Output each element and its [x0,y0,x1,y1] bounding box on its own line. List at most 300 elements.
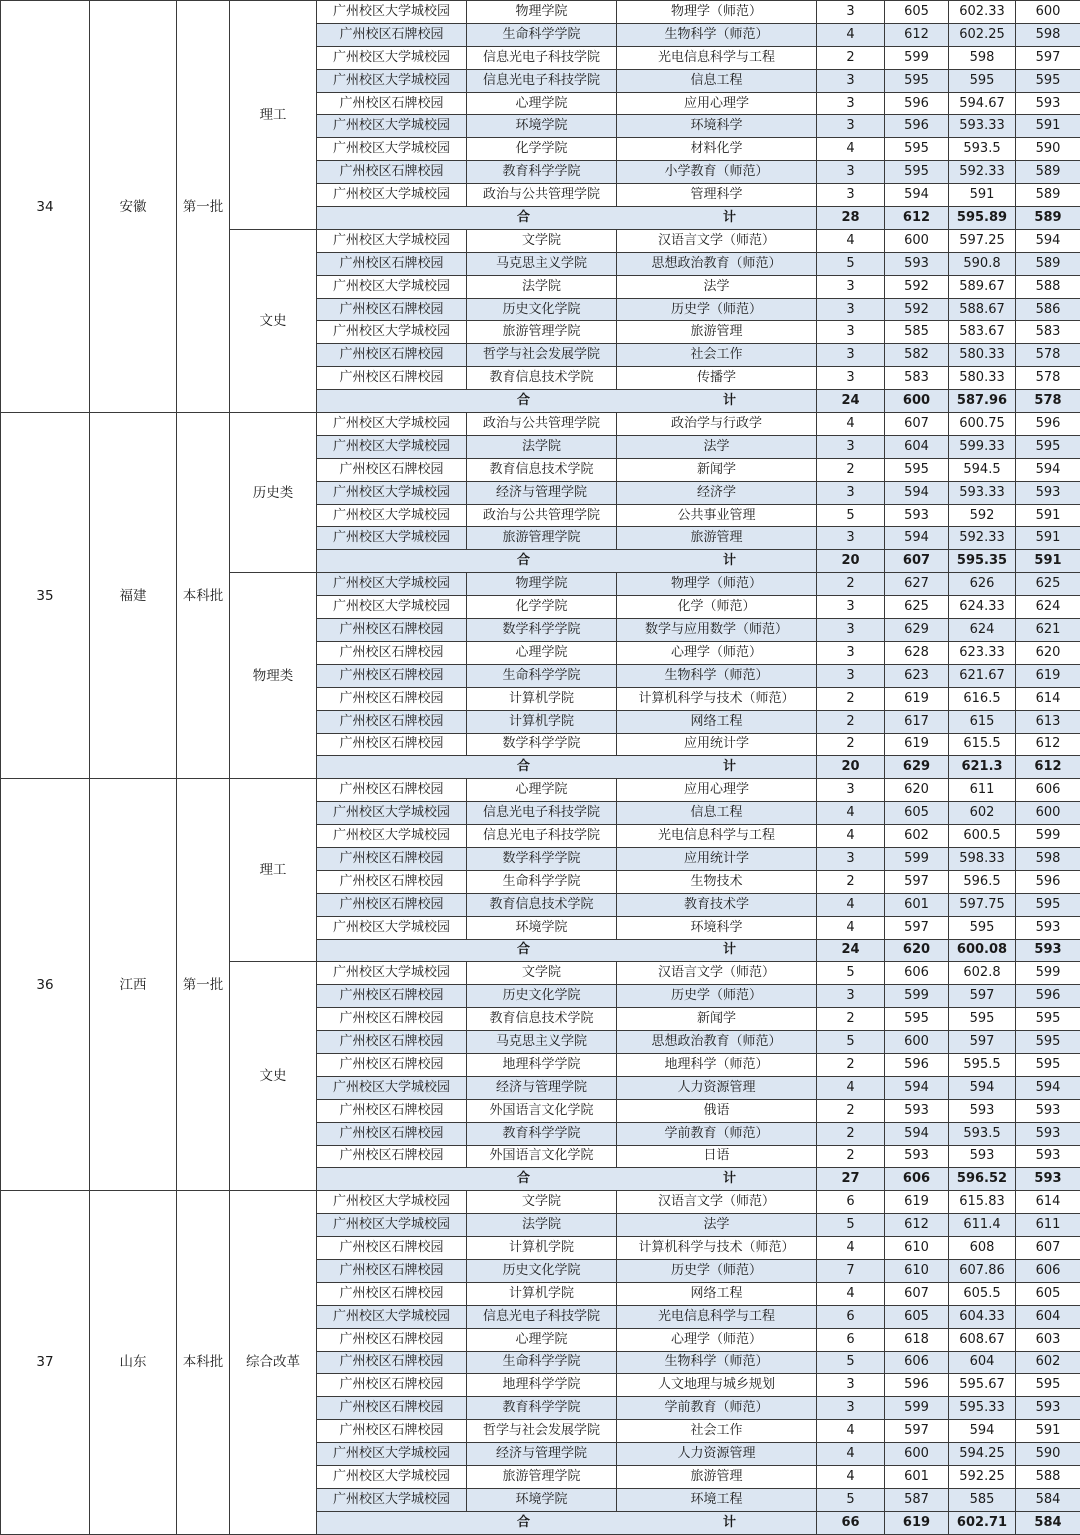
enrolled-count-cell: 3 [817,298,885,321]
major-cell: 历史学（师范） [617,985,817,1008]
major-cell: 新闻学 [617,1008,817,1031]
min-score-cell: 593 [1016,1122,1080,1145]
major-cell: 材料化学 [617,138,817,161]
college-cell: 物理学院 [467,1,617,24]
major-cell: 光电信息科学与工程 [617,825,817,848]
college-cell: 历史文化学院 [467,1259,617,1282]
min-score-cell: 590 [1016,138,1080,161]
campus-cell: 广州校区石牌校园 [317,733,467,756]
min-score-cell: 606 [1016,1259,1080,1282]
campus-cell: 广州校区石牌校园 [317,1420,467,1443]
max-score-cell: 619 [885,687,949,710]
enrolled-count-cell: 2 [817,1053,885,1076]
category-cell: 文史 [230,229,317,412]
max-score-cell: 619 [885,733,949,756]
campus-cell: 广州校区石牌校园 [317,367,467,390]
avg-score-cell: 597 [949,985,1016,1008]
avg-score-cell: 615.5 [949,733,1016,756]
category-cell: 理工 [230,779,317,962]
subtotal-max-cell: 629 [885,756,949,779]
major-cell: 法学 [617,1214,817,1237]
major-cell: 学前教育（师范） [617,1122,817,1145]
college-cell: 教育科学学院 [467,1122,617,1145]
campus-cell: 广州校区石牌校园 [317,252,467,275]
max-score-cell: 595 [885,1008,949,1031]
enrolled-count-cell: 4 [817,229,885,252]
subtotal-min-cell: 578 [1016,390,1080,413]
max-score-cell: 596 [885,115,949,138]
enrolled-count-cell: 3 [817,184,885,207]
campus-cell: 广州校区大学城校园 [317,184,467,207]
min-score-cell: 588 [1016,1466,1080,1489]
subtotal-min-cell: 593 [1016,1168,1080,1191]
campus-cell: 广州校区石牌校园 [317,1145,467,1168]
college-cell: 化学学院 [467,596,617,619]
college-cell: 数学科学学院 [467,847,617,870]
max-score-cell: 600 [885,1443,949,1466]
college-cell: 政治与公共管理学院 [467,504,617,527]
min-score-cell: 597 [1016,46,1080,69]
major-cell: 环境科学 [617,916,817,939]
major-cell: 应用心理学 [617,92,817,115]
college-cell: 心理学院 [467,779,617,802]
college-cell: 政治与公共管理学院 [467,413,617,436]
avg-score-cell: 595 [949,1008,1016,1031]
campus-cell: 广州校区石牌校园 [317,1397,467,1420]
max-score-cell: 597 [885,916,949,939]
college-cell: 信息光电子科技学院 [467,802,617,825]
max-score-cell: 599 [885,46,949,69]
college-cell: 心理学院 [467,1328,617,1351]
enrolled-count-cell: 6 [817,1305,885,1328]
campus-cell: 广州校区石牌校园 [317,1053,467,1076]
max-score-cell: 600 [885,1031,949,1054]
min-score-cell: 595 [1016,1053,1080,1076]
campus-cell: 广州校区石牌校园 [317,92,467,115]
campus-cell: 广州校区大学城校园 [317,1488,467,1511]
max-score-cell: 607 [885,413,949,436]
max-score-cell: 627 [885,573,949,596]
campus-cell: 广州校区石牌校园 [317,779,467,802]
min-score-cell: 599 [1016,825,1080,848]
college-cell: 外国语言文化学院 [467,1145,617,1168]
college-cell: 经济与管理学院 [467,481,617,504]
subtotal-label-right: 计 [723,1172,736,1186]
college-cell: 信息光电子科技学院 [467,1305,617,1328]
table-row [1,1,1080,24]
enrolled-count-cell: 3 [817,92,885,115]
major-cell: 旅游管理 [617,527,817,550]
avg-score-cell: 624.33 [949,596,1016,619]
subtotal-min-cell: 584 [1016,1511,1080,1534]
subtotal-label-cell [317,207,817,230]
major-cell: 生物科学（师范） [617,664,817,687]
enrolled-count-cell: 2 [817,710,885,733]
campus-cell: 广州校区石牌校园 [317,641,467,664]
major-cell: 人文地理与城乡规划 [617,1374,817,1397]
enrolled-count-cell: 3 [817,1,885,24]
college-cell: 环境学院 [467,916,617,939]
avg-score-cell: 594.5 [949,458,1016,481]
avg-score-cell: 598 [949,46,1016,69]
campus-cell: 广州校区大学城校园 [317,916,467,939]
avg-score-cell: 600.5 [949,825,1016,848]
max-score-cell: 599 [885,1397,949,1420]
max-score-cell: 599 [885,985,949,1008]
max-score-cell: 596 [885,1053,949,1076]
subtotal-count-cell: 28 [817,207,885,230]
subtotal-label-left: 合 [517,394,530,408]
max-score-cell: 618 [885,1328,949,1351]
major-cell: 心理学（师范） [617,641,817,664]
major-cell: 计算机科学与技术（师范） [617,1237,817,1260]
major-cell: 管理科学 [617,184,817,207]
college-cell: 环境学院 [467,115,617,138]
campus-cell: 广州校区石牌校园 [317,1374,467,1397]
subtotal-avg-cell: 600.08 [949,939,1016,962]
subtotal-label-right: 计 [723,943,736,957]
table-body [1,1,1080,1535]
enrolled-count-cell: 6 [817,1191,885,1214]
enrolled-count-cell: 3 [817,641,885,664]
enrolled-count-cell: 4 [817,1443,885,1466]
major-cell: 物理学（师范） [617,573,817,596]
min-score-cell: 603 [1016,1328,1080,1351]
max-score-cell: 597 [885,870,949,893]
campus-cell: 广州校区石牌校园 [317,1259,467,1282]
college-cell: 信息光电子科技学院 [467,46,617,69]
campus-cell: 广州校区石牌校园 [317,687,467,710]
batch-cell: 本科批 [177,413,230,779]
major-cell: 社会工作 [617,344,817,367]
avg-score-cell: 608 [949,1237,1016,1260]
max-score-cell: 625 [885,596,949,619]
college-cell: 生命科学学院 [467,23,617,46]
subtotal-avg-cell: 587.96 [949,390,1016,413]
table-row [1,779,1080,802]
college-cell: 经济与管理学院 [467,1443,617,1466]
avg-score-cell: 595.5 [949,1053,1016,1076]
avg-score-cell: 597.25 [949,229,1016,252]
min-score-cell: 596 [1016,985,1080,1008]
major-cell: 环境科学 [617,115,817,138]
avg-score-cell: 595 [949,916,1016,939]
subtotal-label-right: 计 [723,211,736,225]
college-cell: 经济与管理学院 [467,1076,617,1099]
avg-score-cell: 604 [949,1351,1016,1374]
campus-cell: 广州校区石牌校园 [317,985,467,1008]
max-score-cell: 594 [885,1076,949,1099]
subtotal-label-left: 合 [517,211,530,225]
batch-cell: 第一批 [177,1,230,413]
campus-cell: 广州校区大学城校园 [317,275,467,298]
subtotal-label-cell [317,390,817,413]
subtotal-max-cell: 612 [885,207,949,230]
college-cell: 生命科学学院 [467,870,617,893]
college-cell: 生命科学学院 [467,664,617,687]
subtotal-label-cell [317,550,817,573]
min-score-cell: 624 [1016,596,1080,619]
min-score-cell: 600 [1016,1,1080,24]
max-score-cell: 599 [885,847,949,870]
subtotal-count-cell: 24 [817,390,885,413]
subtotal-label [317,394,816,408]
college-cell: 旅游管理学院 [467,527,617,550]
category-cell: 物理类 [230,573,317,779]
enrolled-count-cell: 3 [817,985,885,1008]
enrolled-count-cell: 7 [817,1259,885,1282]
avg-score-cell: 583.67 [949,321,1016,344]
enrolled-count-cell: 2 [817,1122,885,1145]
min-score-cell: 599 [1016,962,1080,985]
min-score-cell: 593 [1016,1397,1080,1420]
max-score-cell: 585 [885,321,949,344]
max-score-cell: 592 [885,275,949,298]
max-score-cell: 605 [885,1305,949,1328]
max-score-cell: 595 [885,161,949,184]
enrolled-count-cell: 5 [817,1031,885,1054]
college-cell: 哲学与社会发展学院 [467,1420,617,1443]
college-cell: 历史文化学院 [467,298,617,321]
max-score-cell: 592 [885,298,949,321]
batch-cell: 第一批 [177,779,230,1191]
min-score-cell: 593 [1016,92,1080,115]
min-score-cell: 591 [1016,1420,1080,1443]
min-score-cell: 591 [1016,504,1080,527]
major-cell: 人力资源管理 [617,1076,817,1099]
min-score-cell: 598 [1016,847,1080,870]
max-score-cell: 594 [885,1122,949,1145]
campus-cell: 广州校区大学城校园 [317,1443,467,1466]
max-score-cell: 582 [885,344,949,367]
province-number-cell: 37 [1,1191,90,1534]
enrolled-count-cell: 3 [817,664,885,687]
campus-cell: 广州校区石牌校园 [317,1351,467,1374]
min-score-cell: 621 [1016,619,1080,642]
major-cell: 社会工作 [617,1420,817,1443]
major-cell: 法学 [617,435,817,458]
college-cell: 计算机学院 [467,1282,617,1305]
campus-cell: 广州校区大学城校园 [317,229,467,252]
min-score-cell: 602 [1016,1351,1080,1374]
major-cell: 新闻学 [617,458,817,481]
major-cell: 旅游管理 [617,1466,817,1489]
avg-score-cell: 580.33 [949,344,1016,367]
category-cell: 理工 [230,1,317,230]
max-score-cell: 612 [885,1214,949,1237]
max-score-cell: 605 [885,802,949,825]
campus-cell: 广州校区大学城校园 [317,321,467,344]
college-cell: 历史文化学院 [467,985,617,1008]
max-score-cell: 629 [885,619,949,642]
major-cell: 思想政治教育（师范） [617,252,817,275]
subtotal-min-cell: 593 [1016,939,1080,962]
subtotal-min-cell: 612 [1016,756,1080,779]
min-score-cell: 604 [1016,1305,1080,1328]
min-score-cell: 605 [1016,1282,1080,1305]
avg-score-cell: 593 [949,1145,1016,1168]
max-score-cell: 593 [885,1145,949,1168]
enrolled-count-cell: 2 [817,1145,885,1168]
enrolled-count-cell: 2 [817,1008,885,1031]
major-cell: 生物科学（师范） [617,23,817,46]
province-number-cell: 35 [1,413,90,779]
min-score-cell: 600 [1016,802,1080,825]
enrolled-count-cell: 3 [817,69,885,92]
avg-score-cell: 591 [949,184,1016,207]
min-score-cell: 619 [1016,664,1080,687]
major-cell: 网络工程 [617,710,817,733]
campus-cell: 广州校区石牌校园 [317,893,467,916]
avg-score-cell: 592 [949,504,1016,527]
college-cell: 心理学院 [467,92,617,115]
college-cell: 化学学院 [467,138,617,161]
avg-score-cell: 597.75 [949,893,1016,916]
college-cell: 信息光电子科技学院 [467,69,617,92]
subtotal-max-cell: 600 [885,390,949,413]
major-cell: 网络工程 [617,1282,817,1305]
college-cell: 教育信息技术学院 [467,458,617,481]
avg-score-cell: 593.5 [949,1122,1016,1145]
min-score-cell: 595 [1016,893,1080,916]
campus-cell: 广州校区石牌校园 [317,161,467,184]
table-row [1,1191,1080,1214]
subtotal-label-cell [317,756,817,779]
avg-score-cell: 594.25 [949,1443,1016,1466]
campus-cell: 广州校区石牌校园 [317,619,467,642]
subtotal-label-left: 合 [517,1172,530,1186]
campus-cell: 广州校区石牌校园 [317,458,467,481]
min-score-cell: 595 [1016,435,1080,458]
major-cell: 公共事业管理 [617,504,817,527]
enrolled-count-cell: 4 [817,1076,885,1099]
enrolled-count-cell: 5 [817,504,885,527]
avg-score-cell: 602 [949,802,1016,825]
subtotal-label-right: 计 [723,554,736,568]
campus-cell: 广州校区石牌校园 [317,1031,467,1054]
campus-cell: 广州校区石牌校园 [317,344,467,367]
subtotal-label [317,1516,816,1530]
max-score-cell: 604 [885,435,949,458]
enrolled-count-cell: 2 [817,870,885,893]
college-cell: 教育信息技术学院 [467,367,617,390]
campus-cell: 广州校区大学城校园 [317,1076,467,1099]
major-cell: 小学教育（师范） [617,161,817,184]
campus-cell: 广州校区大学城校园 [317,1,467,24]
enrolled-count-cell: 4 [817,1282,885,1305]
min-score-cell: 595 [1016,1374,1080,1397]
subtotal-avg-cell: 595.89 [949,207,1016,230]
subtotal-min-cell: 591 [1016,550,1080,573]
college-cell: 政治与公共管理学院 [467,184,617,207]
college-cell: 数学科学学院 [467,619,617,642]
campus-cell: 广州校区大学城校园 [317,596,467,619]
major-cell: 数学与应用数学（师范） [617,619,817,642]
major-cell: 光电信息科学与工程 [617,1305,817,1328]
subtotal-label-right: 计 [723,1516,736,1530]
avg-score-cell: 595.67 [949,1374,1016,1397]
subtotal-max-cell: 607 [885,550,949,573]
subtotal-label-right: 计 [723,394,736,408]
max-score-cell: 596 [885,1374,949,1397]
college-cell: 文学院 [467,962,617,985]
campus-cell: 广州校区大学城校园 [317,527,467,550]
avg-score-cell: 599.33 [949,435,1016,458]
avg-score-cell: 623.33 [949,641,1016,664]
max-score-cell: 593 [885,1099,949,1122]
avg-score-cell: 594 [949,1420,1016,1443]
enrolled-count-cell: 3 [817,1374,885,1397]
campus-cell: 广州校区大学城校园 [317,802,467,825]
max-score-cell: 601 [885,893,949,916]
min-score-cell: 595 [1016,1031,1080,1054]
max-score-cell: 594 [885,527,949,550]
max-score-cell: 610 [885,1237,949,1260]
enrolled-count-cell: 4 [817,413,885,436]
college-cell: 计算机学院 [467,687,617,710]
subtotal-count-cell: 20 [817,756,885,779]
campus-cell: 广州校区大学城校园 [317,573,467,596]
min-score-cell: 593 [1016,916,1080,939]
subtotal-label-left: 合 [517,760,530,774]
min-score-cell: 625 [1016,573,1080,596]
min-score-cell: 583 [1016,321,1080,344]
min-score-cell: 591 [1016,115,1080,138]
college-cell: 马克思主义学院 [467,1031,617,1054]
campus-cell: 广州校区大学城校园 [317,1191,467,1214]
major-cell: 光电信息科学与工程 [617,46,817,69]
campus-cell: 广州校区石牌校园 [317,23,467,46]
college-cell: 物理学院 [467,573,617,596]
category-cell: 文史 [230,962,317,1191]
avg-score-cell: 593.5 [949,138,1016,161]
campus-cell: 广州校区石牌校园 [317,870,467,893]
college-cell: 旅游管理学院 [467,1466,617,1489]
min-score-cell: 589 [1016,161,1080,184]
enrolled-count-cell: 3 [817,527,885,550]
avg-score-cell: 592.33 [949,527,1016,550]
avg-score-cell: 598.33 [949,847,1016,870]
major-cell: 环境工程 [617,1488,817,1511]
major-cell: 传播学 [617,367,817,390]
max-score-cell: 607 [885,1282,949,1305]
enrolled-count-cell: 4 [817,916,885,939]
province-number-cell: 36 [1,779,90,1191]
max-score-cell: 597 [885,1420,949,1443]
min-score-cell: 611 [1016,1214,1080,1237]
major-cell: 政治学与行政学 [617,413,817,436]
major-cell: 信息工程 [617,69,817,92]
subtotal-avg-cell: 595.35 [949,550,1016,573]
max-score-cell: 595 [885,138,949,161]
min-score-cell: 595 [1016,69,1080,92]
avg-score-cell: 624 [949,619,1016,642]
min-score-cell: 591 [1016,527,1080,550]
subtotal-label [317,211,816,225]
min-score-cell: 596 [1016,413,1080,436]
campus-cell: 广州校区石牌校园 [317,1237,467,1260]
avg-score-cell: 580.33 [949,367,1016,390]
enrolled-count-cell: 4 [817,138,885,161]
campus-cell: 广州校区大学城校园 [317,413,467,436]
enrolled-count-cell: 4 [817,802,885,825]
max-score-cell: 620 [885,779,949,802]
avg-score-cell: 607.86 [949,1259,1016,1282]
min-score-cell: 593 [1016,1099,1080,1122]
campus-cell: 广州校区石牌校园 [317,1282,467,1305]
avg-score-cell: 594 [949,1076,1016,1099]
max-score-cell: 596 [885,92,949,115]
